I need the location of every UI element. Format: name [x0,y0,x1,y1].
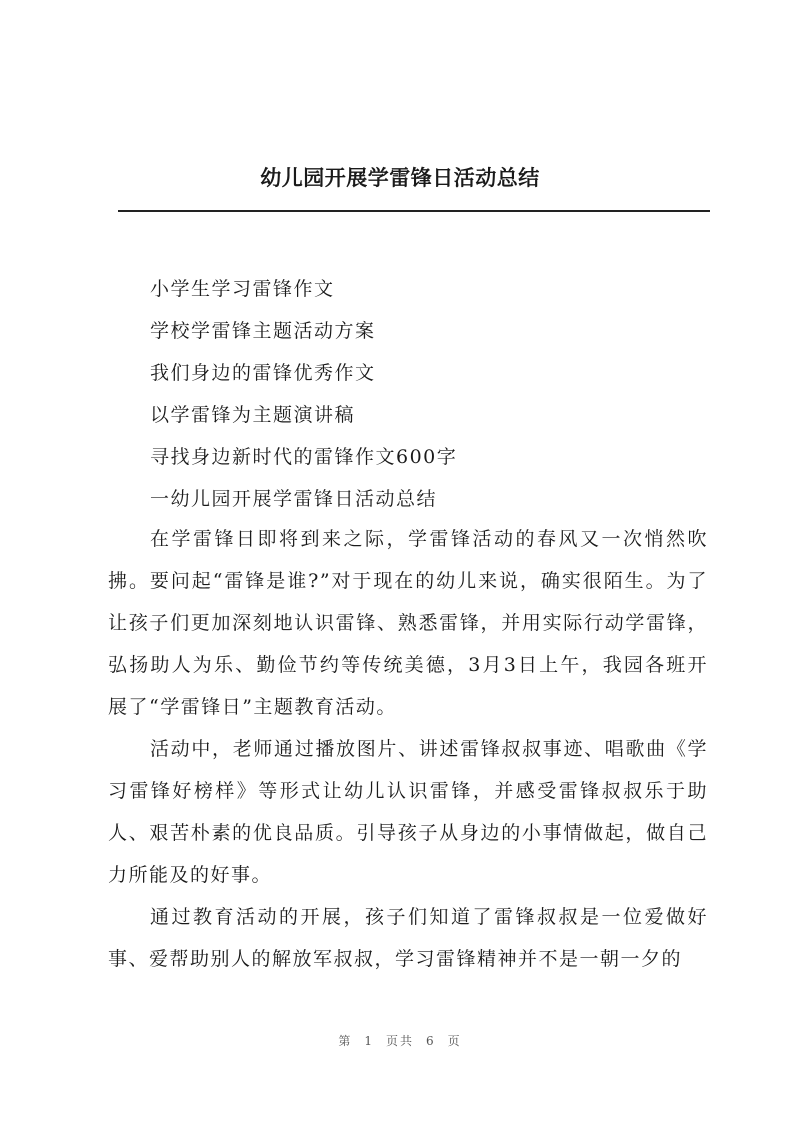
body-paragraph: 在学雷锋日即将到来之际，学雷锋活动的春风又一次悄然吹拂。要问起“雷锋是谁?”对于现在的幼儿来说，确实很陌生。为了让孩子们更加深刻地认识雷锋、熟悉雷锋，并用实际行动学雷锋，弘扬助人为乐、勤俭节约等传统美德，3月3日上午，我园各班开展了“学雷锋日”主题教育活动。 [108,528,708,718]
footer-total-pages: 6 [426,1034,436,1048]
related-article-link[interactable]: 小学生学习雷锋作文 [150,278,335,300]
footer-prefix: 第 [338,1034,353,1048]
document-body [108,518,708,980]
document-title: 幼儿园开展学雷锋日活动总结 [260,166,540,190]
related-article-link[interactable]: 一幼儿园开展学雷锋日活动总结 [150,488,438,510]
footer-suffix: 页 [447,1034,462,1048]
body-paragraph: 活动中，老师通过播放图片、讲述雷锋叔叔事迹、唱歌曲《学习雷锋好榜样》等形式让幼儿认识雷锋，并感受雷锋叔叔乐于助人、艰苦朴素的优良品质。引导孩子从身边的小事情做起，做自己力所能及的好事。 [108,738,708,886]
page-footer [0,1032,800,1049]
related-articles-list [150,268,457,520]
related-article-link[interactable]: 以学雷锋为主题演讲稿 [150,404,356,426]
footer-middle: 页共 [385,1034,414,1048]
footer-current-page: 1 [364,1034,374,1048]
body-paragraph: 通过教育活动的开展，孩子们知道了雷锋叔叔是一位爱做好事、爱帮助别人的解放军叔叔，学习雷锋精神并不是一朝一夕的 [108,906,708,970]
title-divider [118,210,710,212]
related-article-link[interactable]: 我们身边的雷锋优秀作文 [150,362,376,384]
related-article-link[interactable]: 学校学雷锋主题活动方案 [150,320,376,342]
related-article-link[interactable]: 寻找身边新时代的雷锋作文600字 [150,446,458,468]
